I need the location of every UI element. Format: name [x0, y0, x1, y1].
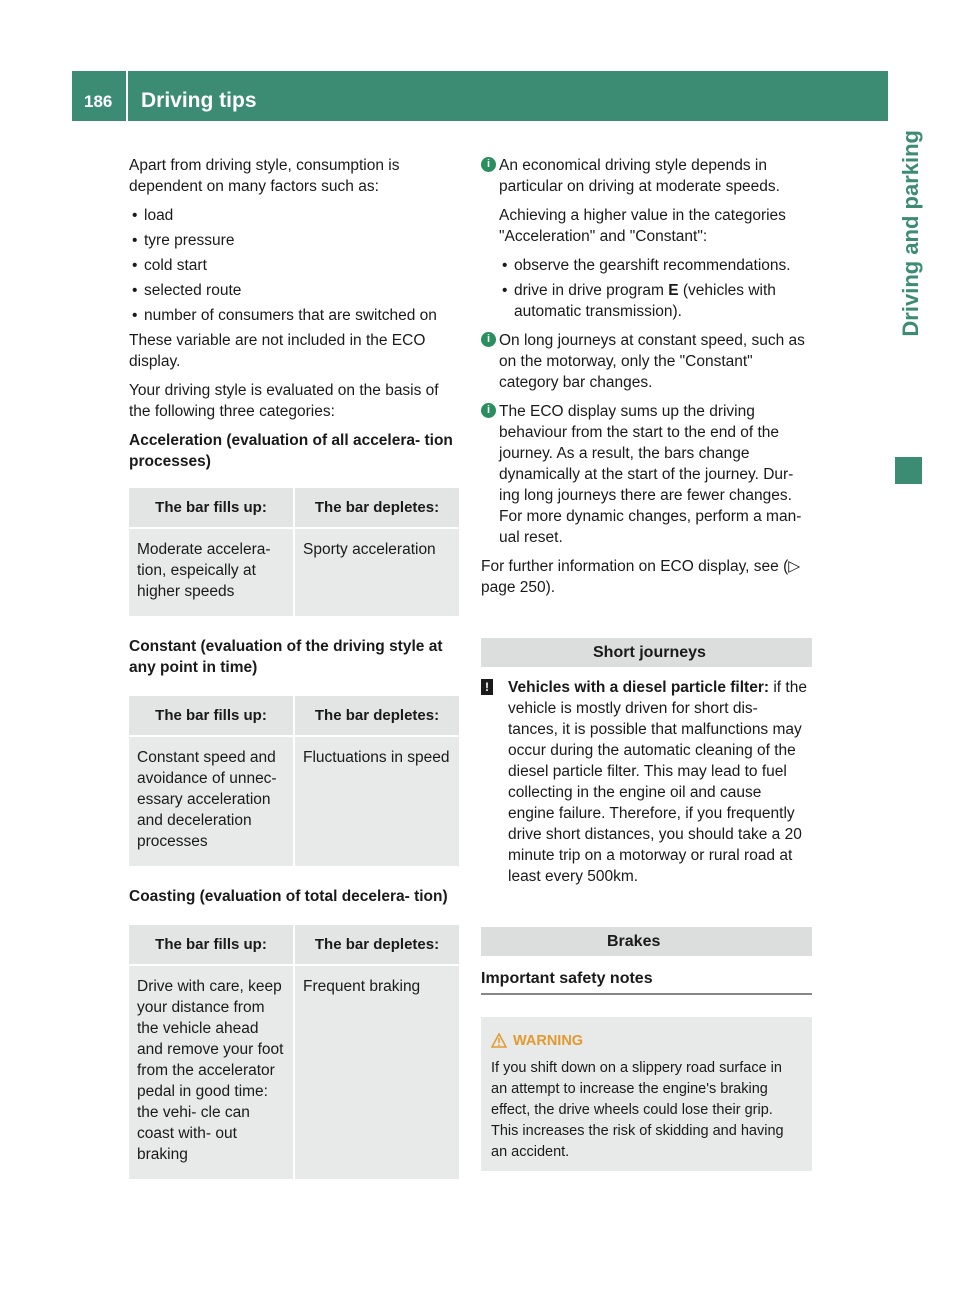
column-header: The bar fills up:: [129, 488, 293, 527]
column-header: The bar depletes:: [295, 925, 459, 964]
column-header: The bar fills up:: [129, 696, 293, 735]
warning-box: [481, 1017, 812, 1171]
page-number: 186: [84, 92, 113, 111]
info-icon: i: [481, 403, 496, 418]
header-divider: [126, 71, 128, 121]
caution-label: Vehicles with a diesel particle filter:: [508, 679, 770, 696]
coasting-table: [127, 925, 461, 1179]
intro-text: Apart from driving style, consumption is dependent on many factors such as:: [129, 157, 400, 195]
info-note: [481, 155, 812, 322]
acceleration-table: [127, 488, 461, 616]
warning-triangle-icon: [491, 1033, 507, 1048]
info-text: The ECO display sums up the driving behaviour from the start to the end of the journey. As a result, the bars change dynamically at the start of the journey. Dur- ing long journeys there are fewer changes. For more dynamic changes, perform a man- ual reset.: [499, 403, 802, 546]
acceleration-heading: Acceleration (evaluation of all accelera- tion processes): [129, 432, 453, 470]
info-note: [481, 401, 812, 548]
drive-program-label: E: [668, 282, 679, 299]
categories-intro: Your driving style is evaluated on the basis of the following three categories:: [129, 382, 439, 420]
column-header: The bar fills up:: [129, 925, 293, 964]
page-title: Driving tips: [141, 89, 257, 112]
further-info-text: For further information on ECO display, see (▷ page 250).: [481, 558, 801, 596]
list-item: • observe the gearshift recommendations.: [499, 255, 812, 276]
side-tab: [898, 130, 923, 410]
recommendation-list: [499, 255, 812, 322]
side-tab-label: Driving and parking: [898, 130, 923, 337]
constant-heading: Constant (evaluation of the driving style at any point in time): [129, 638, 443, 676]
list-item: • tyre pressure: [129, 230, 463, 251]
left-column: [129, 155, 463, 1199]
caution-text: if the vehicle is mostly driven for short dis- tances, it is possible that malfunctions may occur during the automatic cleaning of the diesel particle filter. This may lead to fuel collecting in the engine oil and cause engine failure. Therefore, if you frequently drive short distances, you should take a 20 minute trip on a motorway or rural road at least every 500km.: [508, 679, 807, 885]
list-item: • load: [129, 205, 463, 226]
warning-text: If you shift down on a slippery road surface in an attempt to increase the engine's braking effect, the drive wheels could lose their grip. This increases the risk of skidding and having an accident.: [491, 1060, 784, 1160]
list-item: • number of consumers that are switched on: [129, 305, 463, 326]
right-column: [481, 155, 812, 1171]
safety-heading: Important safety notes: [481, 968, 812, 995]
warning-label: WARNING: [513, 1033, 584, 1049]
table-cell: Drive with care, keep your distance from the vehicle ahead and remove your foot from the accelerator pedal in good time: the vehi- cle can coast with- out braking: [129, 964, 293, 1179]
coasting-heading: Coasting (evaluation of total decelera- tion): [129, 888, 448, 905]
table-cell: Frequent braking: [295, 964, 459, 1179]
table-cell: Moderate accelera- tion, espeically at higher speeds: [129, 527, 293, 616]
factor-list: [129, 205, 463, 326]
exclamation-icon: !: [481, 679, 493, 695]
column-header: The bar depletes:: [295, 696, 459, 735]
column-header: The bar depletes:: [295, 488, 459, 527]
info-icon: i: [481, 332, 496, 347]
table-cell: Constant speed and avoidance of unnec- essary acceleration and deceleration processes: [129, 735, 293, 866]
info-text: Achieving a higher value in the categories "Acceleration" and "Constant":: [499, 207, 786, 245]
list-item: • selected route: [129, 280, 463, 301]
eco-note: These variable are not included in the ECO display.: [129, 332, 426, 370]
section-heading: Brakes: [481, 927, 812, 956]
section-heading: Short journeys: [481, 638, 812, 667]
caution-note: [481, 677, 812, 887]
table-cell: Sporty acceleration: [295, 527, 459, 616]
constant-table: [127, 696, 461, 866]
info-text: On long journeys at constant speed, such as on the motorway, only the "Constant" category bar changes.: [499, 332, 805, 391]
warning-title: [491, 1031, 802, 1052]
table-cell: Fluctuations in speed: [295, 735, 459, 866]
list-item: • cold start: [129, 255, 463, 276]
info-icon: i: [481, 157, 496, 172]
list-item: [499, 280, 812, 322]
info-note: [481, 330, 812, 393]
side-tab-marker: [895, 457, 922, 484]
info-text: An economical driving style depends in particular on driving at moderate speeds.: [499, 157, 780, 195]
list-item-text: (vehicles with automatic transmission).: [514, 282, 776, 320]
list-item-text: drive in drive program: [514, 282, 669, 299]
